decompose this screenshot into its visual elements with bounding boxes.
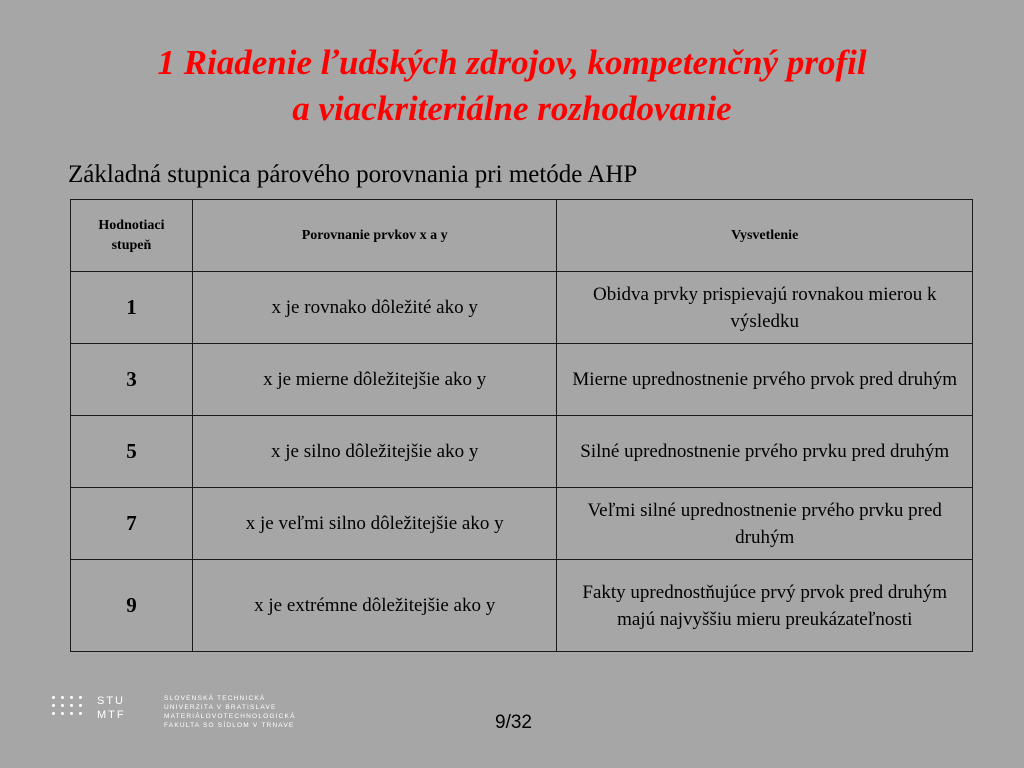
cell-grade: 1: [71, 272, 193, 344]
header-comparison: Porovnanie prvkov x a y: [192, 200, 557, 272]
cell-comparison: x je rovnako dôležité ako y: [192, 272, 557, 344]
cell-comparison: x je veľmi silno dôležitejšie ako y: [192, 488, 557, 560]
header-grade: Hodnotiaci stupeň: [71, 200, 193, 272]
university-line: FAKULTA SO SÍDLOM V TRNAVE: [164, 722, 295, 729]
table-row: [71, 344, 973, 416]
cell-grade: 3: [71, 344, 193, 416]
cell-explanation: Silné uprednostnenie prvého prvku pred druhým: [557, 416, 973, 488]
cell-grade: 9: [71, 560, 193, 652]
slide-subtitle: Základná stupnica párového porovnania pri metóde AHP: [68, 161, 638, 188]
cell-grade: 5: [71, 416, 193, 488]
table-row: [71, 416, 973, 488]
university-line: MATERIÁLOVOTECHNOLOGICKÁ: [164, 713, 296, 720]
university-line: UNIVERZITA V BRATISLAVE: [164, 704, 277, 711]
ahp-scale-table: [70, 199, 973, 652]
page-number: 9/32: [495, 712, 532, 733]
table-row: [71, 560, 973, 652]
logo-line-mtf: MTF: [97, 709, 126, 721]
slide-title: [0, 40, 1024, 132]
title-line-1: 1 Riadenie ľudských zdrojov, kompetenčný profil: [157, 43, 867, 82]
logo-line-stu: STU: [97, 695, 125, 707]
cell-explanation: Fakty uprednostňujúce prvý prvok pred druhým majú najvyššiu mieru preukázateľnosti: [557, 560, 973, 652]
cell-explanation: Obidva prvky prispievajú rovnakou mierou k výsledku: [557, 272, 973, 344]
university-line: SLOVENSKÁ TECHNICKÁ: [164, 695, 266, 702]
stu-mtf-logo: [52, 694, 312, 734]
university-name: [164, 694, 296, 730]
header-explanation: Vysvetlenie: [557, 200, 973, 272]
logo-dots-icon: [52, 696, 83, 715]
cell-comparison: x je extrémne dôležitejšie ako y: [192, 560, 557, 652]
title-line-2: a viackriteriálne rozhodovanie: [292, 89, 732, 128]
cell-grade: 7: [71, 488, 193, 560]
table-row: [71, 488, 973, 560]
cell-comparison: x je silno dôležitejšie ako y: [192, 416, 557, 488]
table-row: [71, 272, 973, 344]
logo-wordmark: [97, 694, 126, 722]
cell-comparison: x je mierne dôležitejšie ako y: [192, 344, 557, 416]
cell-explanation: Veľmi silné uprednostnenie prvého prvku pred druhým: [557, 488, 973, 560]
table-header-row: [71, 200, 973, 272]
cell-explanation: Mierne uprednostnenie prvého prvok pred druhým: [557, 344, 973, 416]
